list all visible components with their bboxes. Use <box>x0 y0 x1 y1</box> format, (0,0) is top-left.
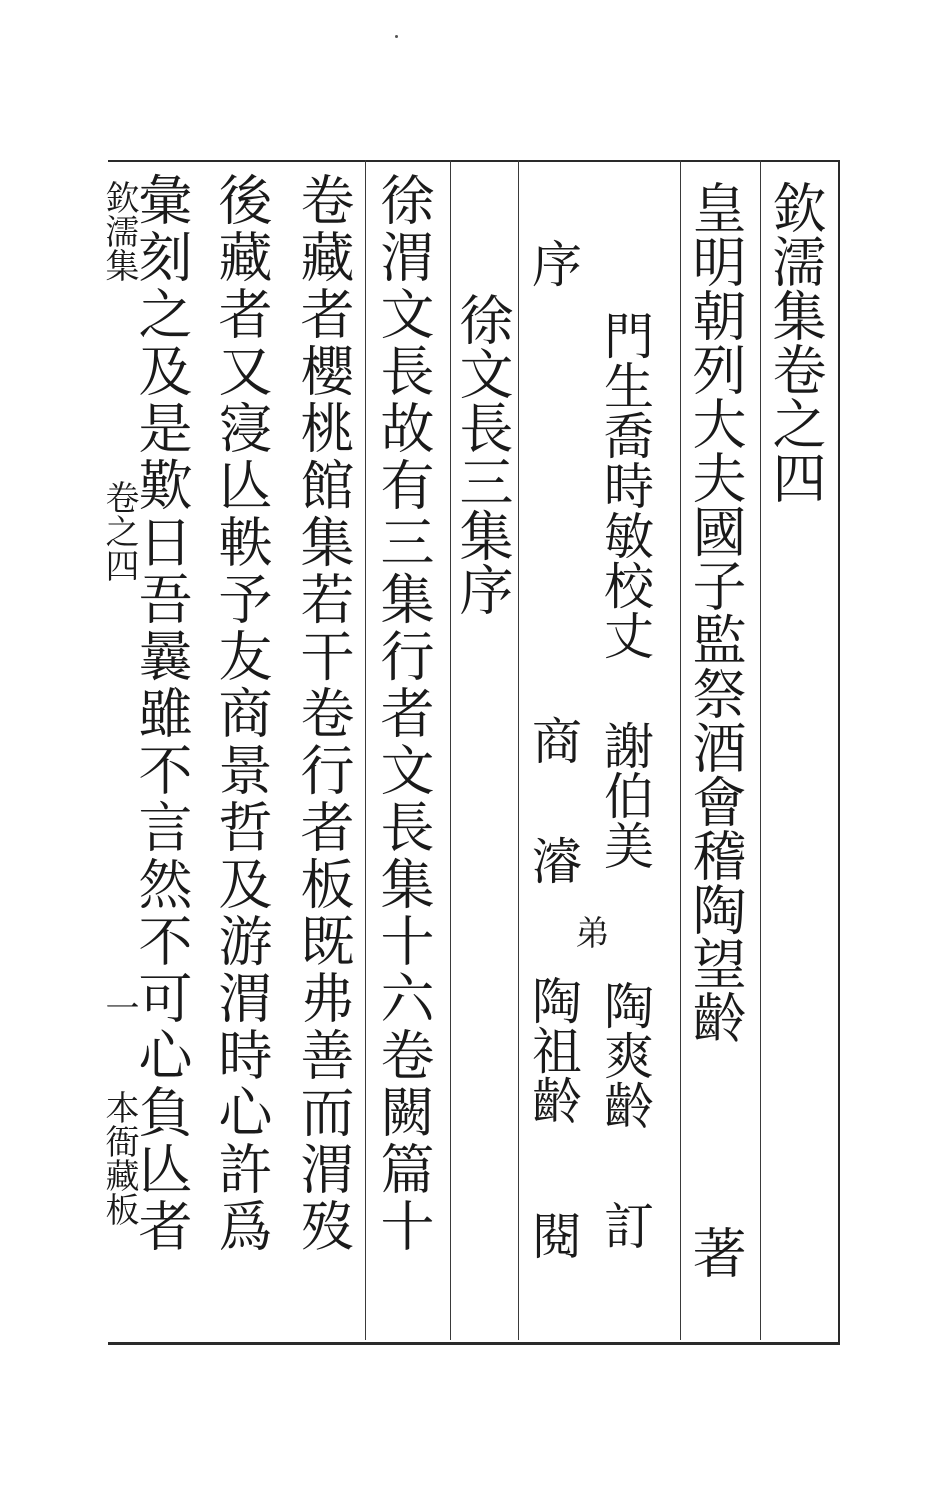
body-text-column: 後藏者又寖亾軼予友商景哲及游渭時心許爲 <box>210 172 273 1255</box>
reviewer-role: 閱 <box>524 1210 582 1260</box>
column-rule <box>518 160 519 1340</box>
margin-book-title: 欽濡集 <box>99 180 139 282</box>
margin-publisher: 本衙藏板 <box>99 1090 139 1226</box>
author-line: 皇明朝列大夫國子監祭酒會稽陶望齡 <box>684 180 747 1044</box>
reviewer-relation: 弟 <box>569 915 609 949</box>
ink-speck <box>395 35 398 38</box>
proofreader-role: 訂 <box>596 1200 654 1250</box>
proofreader-line: 門生喬時敏校丈 <box>596 310 654 660</box>
body-text-column: 徐渭文長故有三集行者文長集十六卷闕篇十 <box>372 172 435 1255</box>
margin-volume-label: 卷之四 <box>99 480 139 582</box>
proofreader-name: 陶爽齡 <box>596 980 654 1130</box>
body-text-column: 卷藏者櫻桃館集若干卷行者板既弗善而渭歿 <box>292 172 355 1255</box>
reviewer-name: 商 <box>524 715 582 765</box>
proofreader-name: 謝伯美 <box>596 720 654 870</box>
margin-page-number: 一 <box>99 990 139 1024</box>
column-rule <box>680 160 681 1340</box>
author-role: 著 <box>684 1225 747 1279</box>
column-rule <box>365 160 366 1340</box>
essay-title: 徐文長三集序 <box>451 292 514 616</box>
reviewer-name: 濬 <box>524 835 582 885</box>
volume-title: 欽濡集卷之四 <box>764 180 827 504</box>
reviewer-name: 陶祖齡 <box>524 975 582 1125</box>
column-rule <box>760 160 761 1340</box>
body-text-column: 彙刻之及是歎日吾曩雖不言然不可心負亾者 <box>130 172 193 1255</box>
preface-label: 序 <box>524 238 582 288</box>
